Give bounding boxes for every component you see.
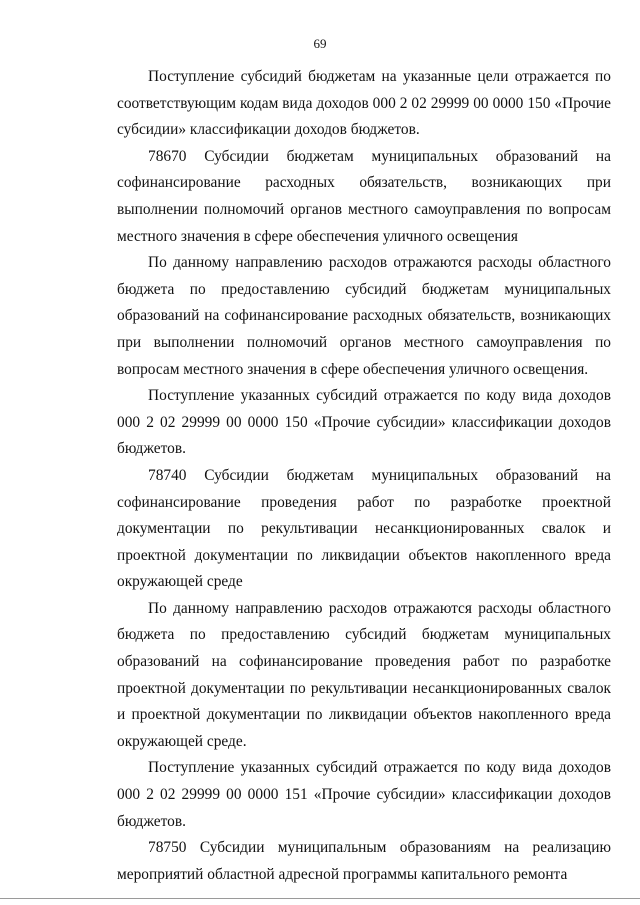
- page-content: [117, 64, 611, 888]
- section-heading-78750: 78750 Субсидии муниципальным образованиям на реализацию мероприятий областной адресной программы капитального ремонта: [117, 839, 611, 883]
- page-number: 69: [313, 36, 327, 51]
- paragraph: Поступление указанных субсидий отражается по коду вида доходов 000 2 02 29999 00 0000 151 «Прочие субсидии» классификации доходов бюджетов.: [117, 759, 611, 830]
- section-heading-78670: 78670 Субсидии бюджетам муниципальных образований на софинансирование расходных обязательств, возникающих при выполнении полномочий органов местного самоуправления по вопросам местного значения в сфере обеспечения уличного освещения: [117, 147, 611, 245]
- scan-edge-divider: [0, 898, 640, 899]
- paragraph: Поступление субсидий бюджетам на указанные цели отражается по соответствующим кодам вида доходов 000 2 02 29999 00 0000 150 «Прочие субсидии» классификации доходов бюджетов.: [117, 68, 611, 139]
- paragraph: Поступление указанных субсидий отражается по коду вида доходов 000 2 02 29999 00 0000 150 «Прочие субсидии» классификации доходов бюджетов.: [117, 387, 611, 458]
- paragraph: По данному направлению расходов отражаются расходы областного бюджета по предоставлению субсидий бюджетам муниципальных образований на софинансирование расходных обязательств, возникающих при выполнении полномочий органов местного самоуправления по вопросам местного значения в сфере обеспечения уличного освещения.: [117, 254, 611, 378]
- section-heading-78740: 78740 Субсидии бюджетам муниципальных образований на софинансирование проведения работ по разработке проектной документации по рекультивации несанкционированных свалок и проектной документации по ликвидации объектов накопленного вреда окружающей среде: [117, 466, 611, 591]
- paragraph: По данному направлению расходов отражаются расходы областного бюджета по предоставлению субсидий бюджетам муниципальных образований на софинансирование проведения работ по разработке проектной документации по рекультивации несанкционированных свалок и проектной документации по ликвидации объектов накопленного вреда окружающей среде.: [117, 599, 611, 750]
